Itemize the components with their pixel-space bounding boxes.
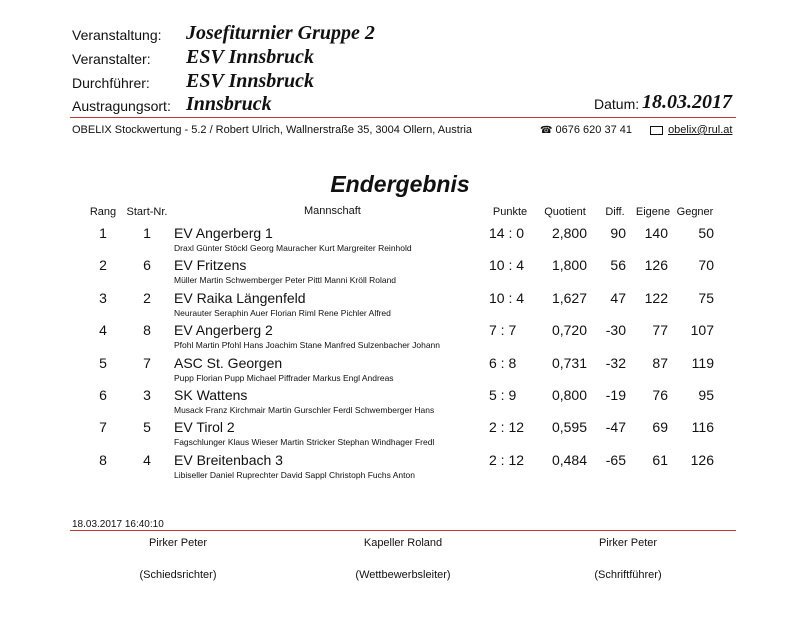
- cell-punkte: 2 : 12: [489, 452, 525, 468]
- cell-eigene: 77: [652, 322, 668, 338]
- phone-contact: [540, 124, 632, 136]
- signature-name-wettbewerbsleiter: Kapeller Roland: [363, 537, 443, 549]
- table-row: [0, 355, 800, 387]
- cell-gegner: 95: [698, 387, 714, 403]
- cell-gegner: 107: [690, 322, 714, 338]
- header-gegner: Gegner: [676, 206, 714, 218]
- cell-start-nr: 4: [143, 452, 151, 468]
- cell-diff: -19: [605, 387, 626, 403]
- datum-value: 18.03.2017: [642, 91, 732, 113]
- cell-punkte: 6 : 8: [489, 355, 517, 371]
- cell-players: Pupp Florian Pupp Michael Piffrader Markus Engl Andreas: [174, 373, 394, 383]
- table-row: [0, 387, 800, 419]
- signature-name-schiedsrichter: Pirker Peter: [148, 537, 208, 549]
- cell-gegner: 70: [698, 257, 714, 273]
- cell-team: EV Breitenbach 3: [174, 452, 283, 468]
- signature-role-wettbewerbsleiter: (Wettbewerbsleiter): [355, 569, 451, 581]
- cell-diff: -65: [605, 452, 626, 468]
- field-label-austragungsort: Austragungsort:: [72, 98, 171, 114]
- header-diff: Diff.: [605, 206, 625, 218]
- signature-name-schriftfuehrer: Pirker Peter: [598, 537, 658, 549]
- cell-team: SK Wattens: [174, 387, 248, 403]
- cell-diff: 47: [610, 290, 626, 306]
- field-value-veranstaltung: Josefiturnier Gruppe 2: [186, 22, 375, 44]
- cell-rang: 2: [99, 257, 107, 273]
- cell-team: EV Raika Längenfeld: [174, 290, 306, 306]
- datum-label: Datum:: [594, 96, 640, 112]
- page-title: Endergebnis: [330, 171, 470, 197]
- cell-start-nr: 2: [143, 290, 151, 306]
- cell-gegner: 119: [691, 355, 714, 371]
- cell-players: Fagschlunger Klaus Wieser Martin Stricker Stephan Windhager Fredl: [174, 437, 435, 447]
- cell-eigene: 122: [644, 290, 668, 306]
- table-row: [0, 257, 800, 289]
- phone-icon: ☎: [540, 125, 553, 136]
- cell-team: ASC St. Georgen: [174, 355, 283, 371]
- table-row: [0, 419, 800, 451]
- cell-rang: 7: [99, 419, 107, 435]
- cell-start-nr: 1: [143, 225, 151, 241]
- cell-diff: 56: [610, 257, 626, 273]
- cell-diff: -32: [605, 355, 626, 371]
- cell-players: Libiseller Daniel Ruprechter David Sappl Christoph Fuchs Anton: [174, 470, 415, 480]
- cell-punkte: 2 : 12: [489, 419, 525, 435]
- cell-eigene: 69: [652, 419, 668, 435]
- cell-quotient: 0,484: [551, 452, 587, 468]
- cell-gegner: 75: [698, 290, 714, 306]
- cell-punkte: 10 : 4: [489, 257, 525, 273]
- header-start-nr: Start-Nr.: [126, 206, 168, 218]
- cell-quotient: 0,800: [551, 387, 587, 403]
- header-mannschaft: Mannschaft: [304, 205, 361, 217]
- field-label-veranstalter: Veranstalter:: [72, 51, 151, 67]
- field-value-veranstalter: ESV Innsbruck: [186, 46, 315, 68]
- field-value-durchfuehrer: ESV Innsbruck: [186, 70, 315, 92]
- cell-diff: 90: [610, 225, 626, 241]
- email-address: obelix@rul.at: [668, 124, 733, 136]
- cell-players: Draxl Günter Stöckl Georg Mauracher Kurt Margreiter Reinhold: [174, 243, 412, 253]
- table-row: [0, 290, 800, 322]
- signature-role-schiedsrichter: (Schiedsrichter): [139, 569, 217, 581]
- cell-team: EV Tirol 2: [174, 419, 235, 435]
- cell-team: EV Angerberg 2: [174, 322, 273, 338]
- cell-quotient: 0,720: [551, 322, 587, 338]
- header-rule: [70, 117, 736, 118]
- cell-diff: -30: [605, 322, 626, 338]
- cell-eigene: 61: [652, 452, 668, 468]
- header-punkte: Punkte: [492, 206, 528, 218]
- table-row: [0, 322, 800, 354]
- field-label-veranstaltung: Veranstaltung:: [72, 27, 162, 43]
- cell-team: EV Fritzens: [174, 257, 247, 273]
- cell-rang: 3: [99, 290, 107, 306]
- cell-punkte: 10 : 4: [489, 290, 525, 306]
- cell-rang: 5: [99, 355, 107, 371]
- cell-punkte: 5 : 9: [489, 387, 517, 403]
- cell-quotient: 1,800: [551, 257, 587, 273]
- cell-team: EV Angerberg 1: [174, 225, 273, 241]
- cell-gegner: 126: [690, 452, 714, 468]
- cell-start-nr: 5: [143, 419, 151, 435]
- cell-rang: 8: [99, 452, 107, 468]
- cell-quotient: 0,595: [551, 419, 587, 435]
- cell-players: Müller Martin Schwemberger Peter Pittl Manni Kröll Roland: [174, 275, 397, 285]
- cell-quotient: 1,627: [551, 290, 587, 306]
- mail-icon: [650, 126, 663, 135]
- cell-start-nr: 6: [143, 257, 151, 273]
- cell-start-nr: 3: [143, 387, 151, 403]
- cell-eigene: 87: [652, 355, 668, 371]
- email-contact: [650, 124, 732, 136]
- cell-rang: 1: [99, 225, 107, 241]
- cell-quotient: 0,731: [551, 355, 587, 371]
- signature-role-schriftfuehrer: (Schriftführer): [594, 569, 662, 581]
- footer-rule: [70, 530, 736, 531]
- cell-gegner: 116: [691, 419, 714, 435]
- header-quotient: Quotient: [544, 206, 586, 218]
- table-row: [0, 225, 800, 257]
- cell-players: Musack Franz Kirchmair Martin Gurschler Ferdl Schwemberger Hans: [174, 405, 435, 415]
- header-eigene: Eigene: [635, 206, 671, 218]
- cell-players: Pfohl Martin Pfohl Hans Joachim Stane Manfred Sulzenbacher Johann: [174, 340, 441, 350]
- header-rang: Rang: [89, 206, 117, 218]
- field-label-durchfuehrer: Durchführer:: [72, 75, 150, 91]
- cell-rang: 4: [99, 322, 107, 338]
- cell-eigene: 76: [652, 387, 668, 403]
- field-value-austragungsort: Innsbruck: [186, 93, 272, 115]
- cell-punkte: 7 : 7: [489, 322, 517, 338]
- cell-players: Neurauter Seraphin Auer Florian Riml Rene Pichler Alfred: [174, 308, 391, 318]
- phone-number: 0676 620 37 41: [555, 124, 632, 136]
- cell-start-nr: 8: [143, 322, 151, 338]
- cell-eigene: 126: [644, 257, 668, 273]
- cell-quotient: 2,800: [551, 225, 587, 241]
- cell-punkte: 14 : 0: [489, 225, 525, 241]
- software-info: OBELIX Stockwertung - 5.2 / Robert Ulrich, Wallnerstraße 35, 3004 Ollern, Austria: [72, 124, 473, 136]
- cell-start-nr: 7: [143, 355, 151, 371]
- cell-rang: 6: [99, 387, 107, 403]
- table-row: [0, 452, 800, 484]
- cell-diff: -47: [605, 419, 626, 435]
- cell-eigene: 140: [644, 225, 668, 241]
- cell-gegner: 50: [698, 225, 714, 241]
- print-timestamp: 18.03.2017 16:40:10: [72, 519, 164, 530]
